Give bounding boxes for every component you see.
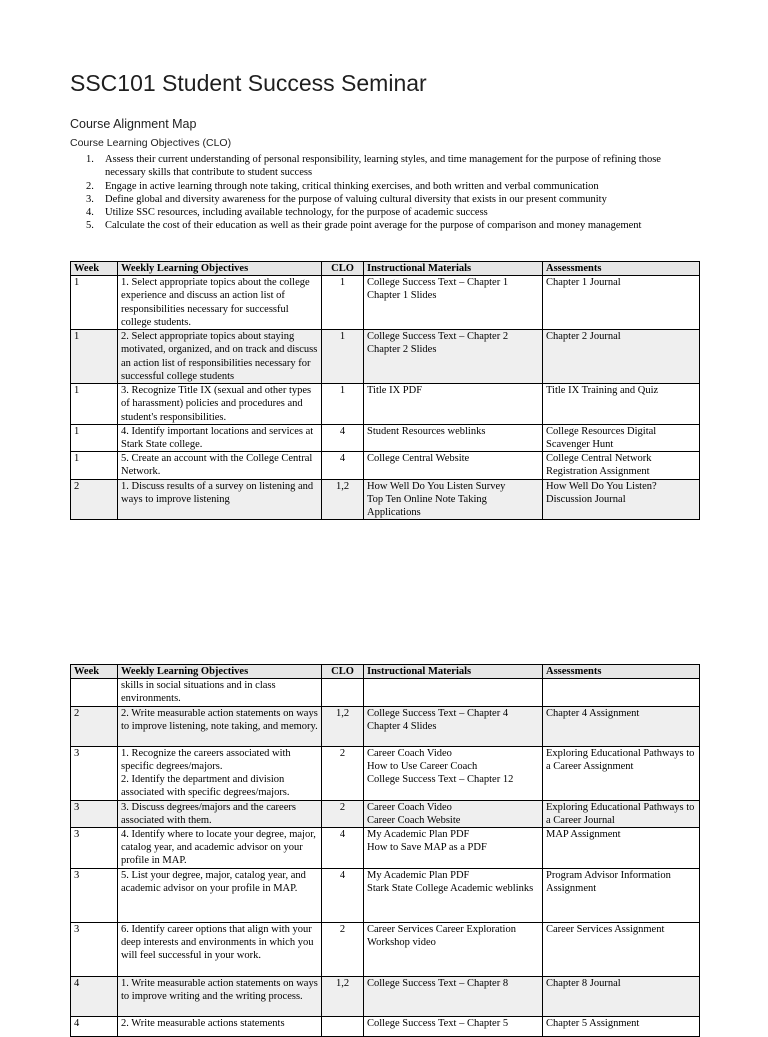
material-item: Top Ten Online Note Taking Applications (367, 493, 487, 519)
clo-cell: 4 (322, 868, 364, 922)
clo-item-number: 5. (86, 220, 94, 232)
clo-cell: 2 (322, 922, 364, 976)
clo-cell (322, 679, 364, 706)
assessment-cell: Chapter 5 Assignment (543, 1016, 700, 1036)
materials-cell (364, 800, 543, 827)
assessment-cell: College Resources Digital Scavenger Hunt (543, 424, 700, 451)
table-row (71, 800, 700, 827)
material-item: College Success Text – Chapter 5 (367, 1017, 509, 1029)
clo-item (86, 206, 702, 219)
objective-cell: 6. Identify career options that align with your deep interests and environments in which you will feel successful in your work. (118, 922, 322, 976)
week-cell: 2 (71, 479, 118, 520)
clo-item-text: Assess their current understanding of personal responsibility, learning styles, and time management for the purpose of refining those necessary skills that contribute to student success (105, 154, 661, 179)
objective-cell: 5. List your degree, major, catalog year, and academic advisor on your profile in MAP. (118, 868, 322, 922)
clo-item-number: 3. (86, 193, 94, 205)
header-assessments: Assessments (543, 665, 700, 679)
week-cell: 4 (71, 1016, 118, 1036)
objective-cell: skills in social situations and in class environments. (118, 679, 322, 706)
clo-list (86, 153, 702, 233)
week-cell: 4 (71, 976, 118, 1016)
objective-cell: 1. Select appropriate topics about the college experience and discuss an action list of responsibilities necessary for successful college students. (118, 276, 322, 330)
week-cell: 3 (71, 828, 118, 869)
clo-item (86, 219, 702, 232)
week-cell: 1 (71, 384, 118, 425)
materials-cell (364, 276, 543, 330)
material-item: How Well Do You Listen Survey (367, 480, 506, 492)
table-row (71, 976, 700, 1016)
material-item: Career Coach Website (367, 814, 461, 826)
table-row (71, 706, 700, 746)
assessment-cell: Chapter 8 Journal (543, 976, 700, 1016)
header-assessments: Assessments (543, 262, 700, 276)
clo-heading: Course Learning Objectives (CLO) (70, 137, 232, 149)
material-item: How to Save MAP as a PDF (367, 842, 487, 854)
table-row (71, 922, 700, 976)
clo-item-text: Calculate the cost of their education as well as their grade point average for the purpose of comparison and money management (105, 220, 642, 232)
header-clo: CLO (322, 665, 364, 679)
assessment-cell: Chapter 2 Journal (543, 330, 700, 384)
week-cell: 1 (71, 330, 118, 384)
clo-item (86, 153, 702, 180)
clo-item-text: Utilize SSC resources, including available technology, for the purpose of academic success (105, 207, 488, 219)
materials-cell (364, 868, 543, 922)
material-item: Chapter 1 Slides (367, 290, 437, 302)
materials-cell (364, 452, 543, 479)
assessment-cell (543, 679, 700, 706)
table-1-body (71, 276, 700, 520)
header-objectives: Weekly Learning Objectives (118, 665, 322, 679)
table-header-row (71, 665, 700, 679)
table-row (71, 479, 700, 520)
table-row (71, 424, 700, 451)
objective-cell: 1. Write measurable action statements on ways to improve writing and the writing process. (118, 976, 322, 1016)
assessment-cell: Program Advisor Information Assignment (543, 868, 700, 922)
alignment-table-1 (70, 261, 700, 520)
materials-cell (364, 330, 543, 384)
materials-cell (364, 746, 543, 800)
material-item: Chapter 2 Slides (367, 344, 437, 356)
clo-item-text: Engage in active learning through note taking, critical thinking exercises, and both written and verbal communication (105, 180, 599, 192)
clo-cell: 1 (322, 330, 364, 384)
table-row (71, 384, 700, 425)
material-item: How to Use Career Coach (367, 760, 478, 772)
material-item: College Success Text – Chapter 1 (367, 277, 509, 289)
clo-cell: 1 (322, 276, 364, 330)
clo-cell: 4 (322, 452, 364, 479)
material-item: Career Coach Video (367, 747, 452, 759)
materials-cell (364, 706, 543, 746)
table-row (71, 330, 700, 384)
alignment-table-2 (70, 664, 700, 1037)
assessment-cell: Chapter 4 Assignment (543, 706, 700, 746)
clo-cell: 4 (322, 424, 364, 451)
material-item: Student Resources weblinks (367, 425, 486, 437)
clo-cell: 2 (322, 746, 364, 800)
week-cell: 1 (71, 276, 118, 330)
assessment-cell: Exploring Educational Pathways to a Career Journal (543, 800, 700, 827)
document-title: SSC101 Student Success Seminar (70, 70, 427, 96)
material-item: College Success Text – Chapter 4 (367, 707, 509, 719)
materials-cell (364, 424, 543, 451)
clo-cell: 1,2 (322, 479, 364, 520)
table-row (71, 276, 700, 330)
assessment-cell: MAP Assignment (543, 828, 700, 869)
material-item: Career Services Career Exploration Workshop video (367, 923, 516, 948)
assessment-cell: Chapter 1 Journal (543, 276, 700, 330)
materials-cell (364, 679, 543, 706)
materials-cell (364, 1016, 543, 1036)
objective-cell: 2. Write measurable action statements on ways to improve listening, note taking, and memory. (118, 706, 322, 746)
assessment-cell: Career Services Assignment (543, 922, 700, 976)
clo-cell: 1,2 (322, 976, 364, 1016)
objective-cell: 4. Identify important locations and services at Stark State college. (118, 424, 322, 451)
table-row (71, 452, 700, 479)
week-cell: 3 (71, 800, 118, 827)
objective-cell: 4. Identify where to locate your degree, major, catalog year, and academic advisor on your profile in MAP. (118, 828, 322, 869)
material-item: College Success Text – Chapter 2 (367, 331, 509, 343)
objective-cell: 1. Recognize the careers associated with specific degrees/majors. 2. Identify the department and division associated with specific degrees/majors. (118, 746, 322, 800)
materials-cell (364, 479, 543, 520)
clo-item-number: 1. (86, 154, 94, 165)
week-cell: 2 (71, 706, 118, 746)
objective-cell: 1. Discuss results of a survey on listening and ways to improve listening (118, 479, 322, 520)
week-cell (71, 679, 118, 706)
objective-cell: 2. Write measurable actions statements (118, 1016, 322, 1036)
materials-cell (364, 976, 543, 1016)
clo-cell: 1,2 (322, 706, 364, 746)
table-row (71, 1016, 700, 1036)
header-clo: CLO (322, 262, 364, 276)
header-week: Week (71, 262, 118, 276)
objective-cell: 3. Recognize Title IX (sexual and other types of harassment) policies and procedures and student's responsibilities. (118, 384, 322, 425)
material-item: College Success Text – Chapter 12 (367, 774, 514, 786)
clo-item-number: 2. (86, 180, 94, 192)
assessment-cell: Title IX Training and Quiz (543, 384, 700, 425)
header-objectives: Weekly Learning Objectives (118, 262, 322, 276)
week-cell: 1 (71, 452, 118, 479)
document-subtitle: Course Alignment Map (70, 117, 197, 131)
objective-cell: 3. Discuss degrees/majors and the careers associated with them. (118, 800, 322, 827)
table-row (71, 679, 700, 706)
table-row (71, 868, 700, 922)
clo-item-number: 4. (86, 207, 94, 219)
table-2-body (71, 679, 700, 1036)
material-item: Stark State College Academic weblinks (367, 882, 534, 894)
material-item: College Success Text – Chapter 8 (367, 977, 509, 989)
materials-cell (364, 384, 543, 425)
material-item: College Central Website (367, 453, 470, 465)
assessment-cell: Exploring Educational Pathways to a Career Assignment (543, 746, 700, 800)
materials-cell (364, 922, 543, 976)
week-cell: 3 (71, 868, 118, 922)
header-materials: Instructional Materials (364, 262, 543, 276)
objective-cell: 5. Create an account with the College Central Network. (118, 452, 322, 479)
table-row (71, 746, 700, 800)
material-item: My Academic Plan PDF (367, 829, 470, 841)
assessment-cell: How Well Do You Listen? Discussion Journal (543, 479, 700, 520)
objective-cell: 2. Select appropriate topics about staying motivated, organized, and on track and discuss an action list of responsibilities necessary for successful college students (118, 330, 322, 384)
week-cell: 1 (71, 424, 118, 451)
clo-item (86, 193, 702, 206)
clo-cell: 2 (322, 800, 364, 827)
material-item: Chapter 4 Slides (367, 720, 437, 732)
material-item: Title IX PDF (367, 385, 423, 397)
material-item: Career Coach Video (367, 801, 452, 813)
week-cell: 3 (71, 746, 118, 800)
clo-cell: 4 (322, 828, 364, 869)
clo-item-text: Define global and diversity awareness for the purpose of valuing cultural diversity that exists in our present community (105, 193, 607, 205)
assessment-cell: College Central Network Registration Assignment (543, 452, 700, 479)
material-item: My Academic Plan PDF (367, 869, 470, 881)
clo-cell: 1 (322, 384, 364, 425)
clo-cell (322, 1016, 364, 1036)
table-row (71, 828, 700, 869)
week-cell: 3 (71, 922, 118, 976)
clo-item (86, 180, 702, 193)
header-week: Week (71, 665, 118, 679)
table-header-row (71, 262, 700, 276)
header-materials: Instructional Materials (364, 665, 543, 679)
materials-cell (364, 828, 543, 869)
